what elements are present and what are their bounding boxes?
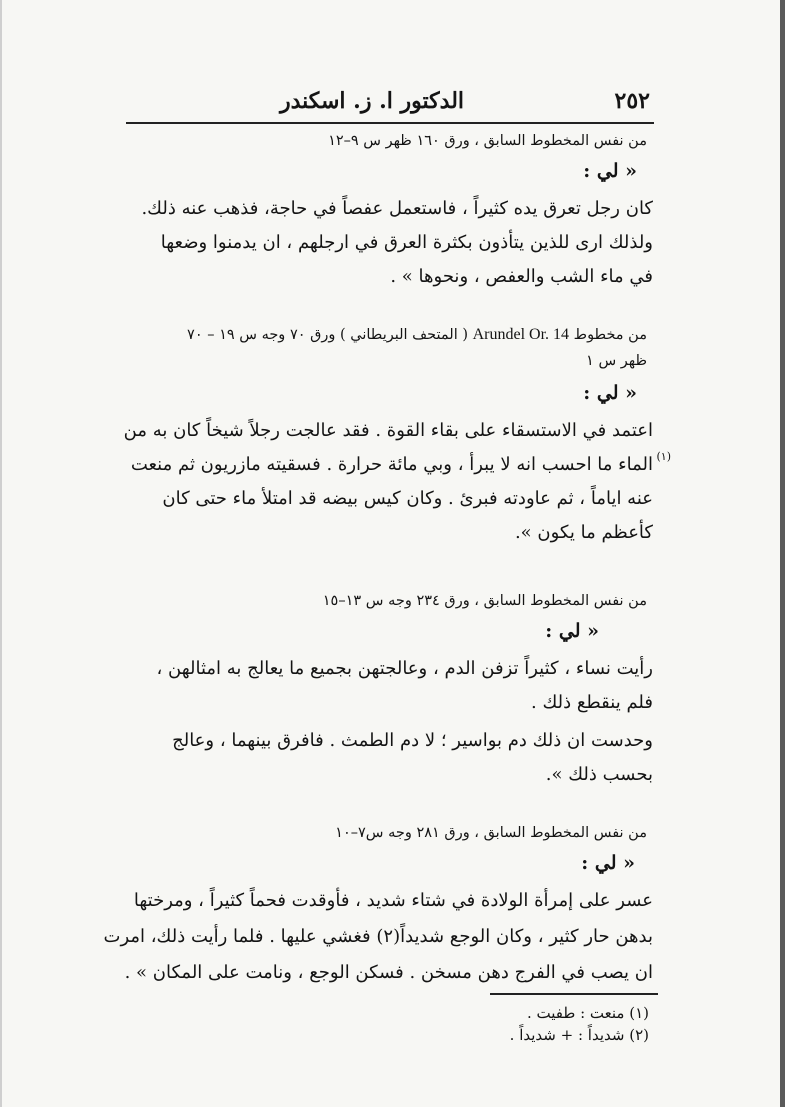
- text-line: عنه اياماً ، ثم عاودته فبرئ . وكان كيس بيضه قد امتلأ ماء حتى كان: [162, 488, 653, 509]
- source-prefix: من مخطوط: [573, 327, 647, 343]
- footnote: (١) منعت : طفيت .: [527, 1004, 649, 1022]
- running-title: الدكتور ا. ز. اسكندر: [280, 88, 465, 114]
- text-line: بحسب ذلك ».: [545, 764, 653, 785]
- text-line: بدهن حار كثير ، وكان الوجع شديداً(٢) فغشي عليها . فلما رأيت ذلك، امرت: [103, 926, 653, 947]
- text-line: فلم ينقطع ذلك .: [531, 692, 653, 713]
- text-line: ان يصب في الفرج دهن مسخن . فسكن الوجع ، ونامت على المكان » .: [124, 962, 653, 983]
- text-line: وحدست ان ذلك دم بواسير ؛ لا دم الطمث . فافرق بينهما ، وعالج: [172, 730, 653, 751]
- page-header: [120, 84, 650, 118]
- source-manuscript-id: Arundel Or. 14: [472, 326, 570, 343]
- quote-lead: « لي :: [581, 852, 635, 874]
- quote-lead: « لي :: [545, 620, 599, 642]
- text-line: اعتمد في الاستسقاء على بقاء القوة . فقد عالجت رجلاً شيخاً كان به من: [123, 420, 653, 441]
- quote-lead: « لي :: [583, 160, 637, 182]
- text-line: ولذلك ارى للذين يتأذون بكثرة العرق في ارجلهم ، ان يدمنوا وضعها: [160, 232, 653, 253]
- page-number: ٢٥٢: [614, 88, 650, 114]
- text-line: كان رجل تعرق يده كثيراً ، فاستعمل عفصاً في حاجة، فذهب عنه ذلك.: [141, 198, 653, 219]
- footnote: (٢) شديداً : + شديداً .: [509, 1026, 649, 1044]
- text-line: في ماء الشب والعفص ، ونحوها » .: [390, 266, 653, 287]
- page-left-edge: [0, 0, 2, 1107]
- header-rule: [126, 122, 654, 124]
- source-citation: [127, 324, 647, 346]
- source-citation: من نفس المخطوط السابق ، ورق ٢٣٤ وجه س ١٣–١٥: [322, 593, 647, 609]
- footnote-rule: [490, 993, 658, 995]
- page-right-edge: [780, 0, 785, 1107]
- source-citation-cont: ظهر س ١: [586, 353, 647, 369]
- footnote-marker: (١): [656, 450, 671, 463]
- source-citation: من نفس المخطوط السابق ، ورق ٢٨١ وجه س٧–١٠: [335, 825, 647, 841]
- text-line: رأيت نساء ، كثيراً تزفن الدم ، وعالجتهن بجميع ما يعالج به امثالهن ،: [156, 658, 653, 679]
- text-line: كأعظم ما يكون ».: [514, 522, 653, 543]
- text-line: عسر على إمرأة الولادة في شتاء شديد ، فأوقدت فحماً كثيراً ، ومرختها: [133, 890, 653, 911]
- quote-lead: « لي :: [583, 382, 637, 404]
- source-suffix: ( المتحف البريطاني ) ورق ٧٠ وجه س ١٩ – ٧٠: [187, 327, 468, 343]
- source-citation: من نفس المخطوط السابق ، ورق ١٦٠ ظهر س ٩–١٢: [328, 133, 647, 149]
- text-line: الماء ما احسب انه لا يبرأ ، وبي مائة حرارة . فسقيته مازريون ثم منعت: [130, 454, 653, 475]
